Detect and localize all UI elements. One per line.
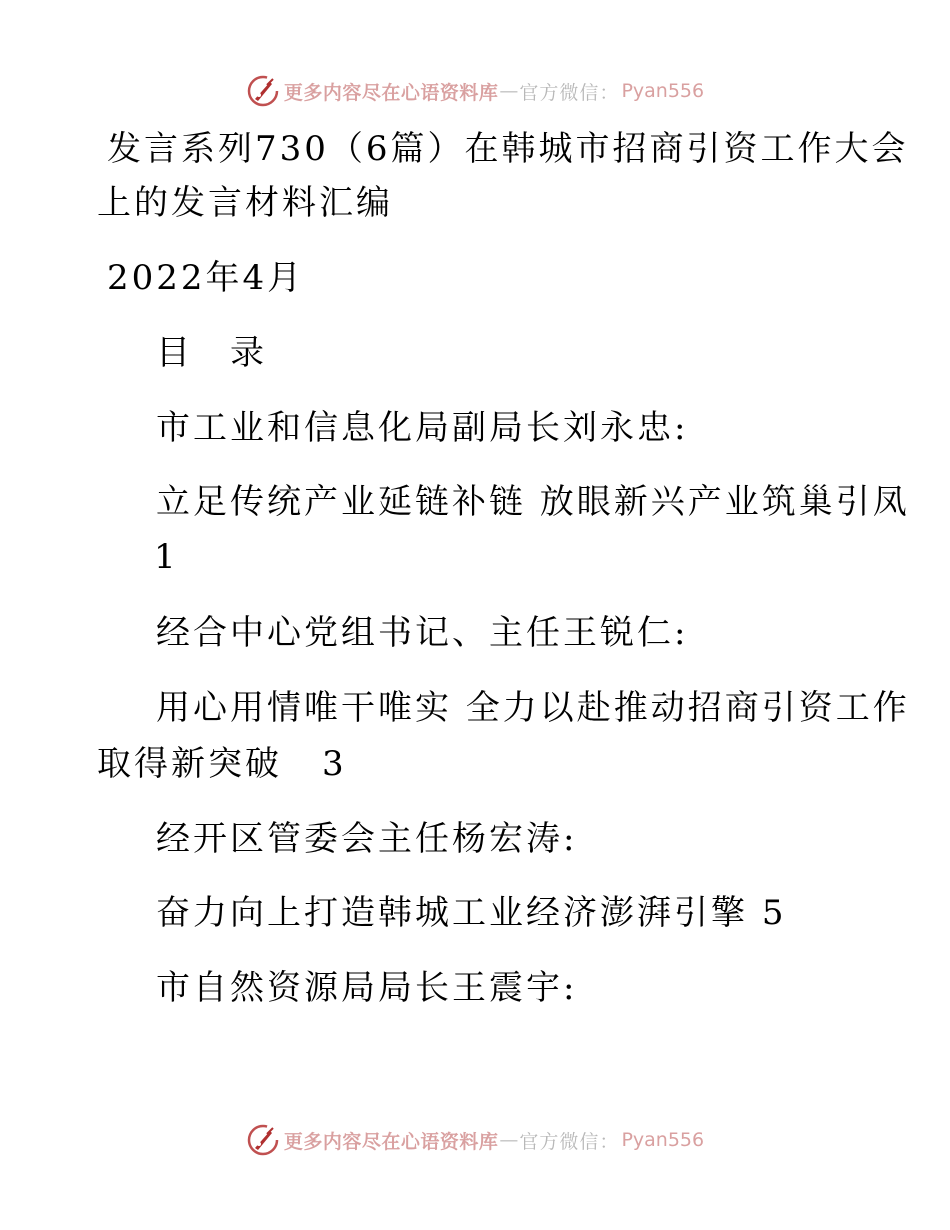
watermark-separator: — (499, 80, 519, 102)
watermark-wechat-id: Pyan556 (621, 1129, 705, 1151)
header-watermark (0, 71, 950, 111)
toc-title-1: 立足传统产业延链补链 放眼新兴产业筑巢引凤 (156, 482, 910, 522)
watermark-main-text: 更多内容尽在心语资料库 (283, 81, 499, 104)
toc-title-2-line-2: 取得新突破 (97, 744, 282, 784)
document-title-line-1: 发言系列730（6篇）在韩城市招商引资工作大会 (107, 129, 909, 169)
toc-speaker-1: 市工业和信息化局副局长刘永忠: (156, 408, 689, 448)
toc-title-2: 用心用情唯干唯实 全力以赴推动招商引资工作 (156, 688, 910, 728)
toc-title-3 (156, 891, 786, 935)
document-title-line-2: 上的发言材料汇编 (97, 183, 393, 223)
toc-speaker-3: 经开区管委会主任杨宏涛: (156, 819, 578, 859)
quill-seal-icon (246, 1123, 280, 1157)
toc-title-2-cont (97, 742, 347, 786)
watermark-wechat-label: 官方微信： (519, 1130, 620, 1153)
toc-speaker-2: 经合中心党组书记、主任王锐仁: (156, 613, 689, 653)
toc-page-3: 5 (761, 893, 787, 933)
toc-title-3-text: 奋力向上打造韩城工业经济澎湃引擎 (156, 893, 748, 933)
quill-seal-icon (246, 74, 280, 108)
toc-page-2: 3 (322, 744, 347, 784)
toc-heading: 目 录 (156, 333, 267, 373)
document-date: 2022年4月 (107, 258, 305, 298)
toc-speaker-4: 市自然资源局局长王震宇: (156, 968, 578, 1008)
watermark-main-text: 更多内容尽在心语资料库 (283, 1130, 499, 1153)
footer-watermark (0, 1120, 950, 1160)
toc-page-1: 1 (154, 537, 179, 577)
watermark-wechat-id: Pyan556 (621, 80, 705, 102)
watermark-separator: — (499, 1129, 519, 1151)
watermark-wechat-label: 官方微信： (519, 81, 620, 104)
